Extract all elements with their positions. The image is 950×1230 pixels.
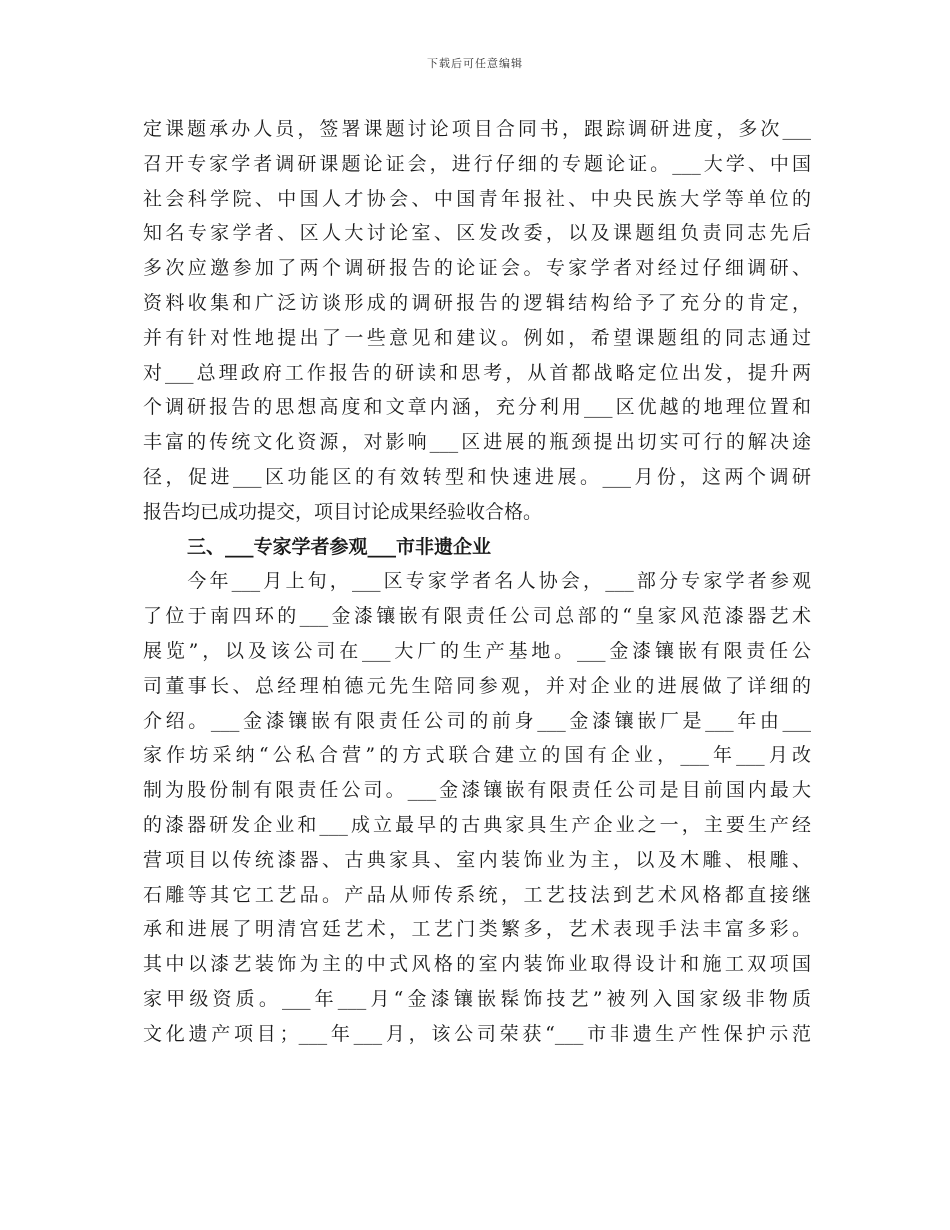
text-line: 丰富的传统文化资源，对影响___区进展的瓶颈提出切实可行的解决途 xyxy=(143,431,811,454)
text-line: 承和进展了明清宫廷艺术，工艺门类繁多，艺术表现手法丰富多彩。 xyxy=(143,918,811,941)
text-line: 营项目以传统漆器、古典家具、室内装饰业为主，以及木雕、根雕、 xyxy=(143,848,811,871)
text-line: 介绍。___金漆镶嵌有限责任公司的前身___金漆镶嵌厂是___年由___ xyxy=(143,709,811,732)
section-heading: 三、___专家学者参观___市非遗企业 xyxy=(187,535,492,558)
text-line: 召开专家学者调研课题论证会，进行仔细的专题论证。___大学、中国 xyxy=(143,152,811,175)
text-line: 今年___月上旬，___区专家学者名人协会，___部分专家学者参观 xyxy=(143,570,811,593)
text-line: 文化遗产项目；___年___月，该公司荣获“___市非遗生产性保护示范 xyxy=(143,1022,811,1045)
text-line: 了位于南四环的___金漆镶嵌有限责任公司总部的“皇家风范漆器艺术 xyxy=(143,605,811,628)
text-line: 对___总理政府工作报告的研读和思考，从首都战略定位出发，提升两 xyxy=(143,361,811,384)
text-line: 报告均已成功提交，项目讨论成果经验收合格。 xyxy=(143,500,543,523)
text-line: 个调研报告的思想高度和文章内涵，充分利用___区优越的地理位置和 xyxy=(143,396,811,419)
text-line: 的漆器研发企业和___成立最早的古典家具生产企业之一，主要生产经 xyxy=(143,813,811,836)
text-line: 其中以漆艺装饰为主的中式风格的室内装饰业取得设计和施工双项国 xyxy=(143,953,811,976)
text-line: 资料收集和广泛访谈形成的调研报告的逻辑结构给予了充分的肯定， xyxy=(143,291,811,314)
text-line: 石雕等其它工艺品。产品从师传系统，工艺技法到艺术风格都直接继 xyxy=(143,883,811,906)
text-line: 径，促进___区功能区的有效转型和快速进展。___月份，这两个调研 xyxy=(143,465,811,488)
text-line: 并有针对性地提出了一些意见和建议。例如，希望课题组的同志通过 xyxy=(143,326,811,349)
page-header: 下载后可任意编辑 xyxy=(427,57,523,70)
text-line: 社会科学院、中国人才协会、中国青年报社、中央民族大学等单位的 xyxy=(143,187,811,210)
text-line: 家作坊采纳“公私合营”的方式联合建立的国有企业，___年___月改 xyxy=(143,744,811,767)
text-line: 知名专家学者、区人大讨论室、区发改委，以及课题组负责同志先后 xyxy=(143,222,811,245)
text-line: 展览”，以及该公司在___大厂的生产基地。___金漆镶嵌有限责任公 xyxy=(143,639,811,662)
text-line: 制为股份制有限责任公司。___金漆镶嵌有限责任公司是目前国内最大 xyxy=(143,779,811,802)
text-line: 家甲级资质。___年___月“金漆镶嵌髹饰技艺”被列入国家级非物质 xyxy=(143,987,811,1010)
text-line: 司董事长、总经理柏德元先生陪同参观，并对企业的进展做了详细的 xyxy=(143,674,811,697)
document-body xyxy=(143,112,811,1052)
text-line: 定课题承办人员，签署课题讨论项目合同书，跟踪调研进度，多次___ xyxy=(143,118,811,140)
text-line: 多次应邀参加了两个调研报告的论证会。专家学者对经过仔细调研、 xyxy=(143,257,811,280)
